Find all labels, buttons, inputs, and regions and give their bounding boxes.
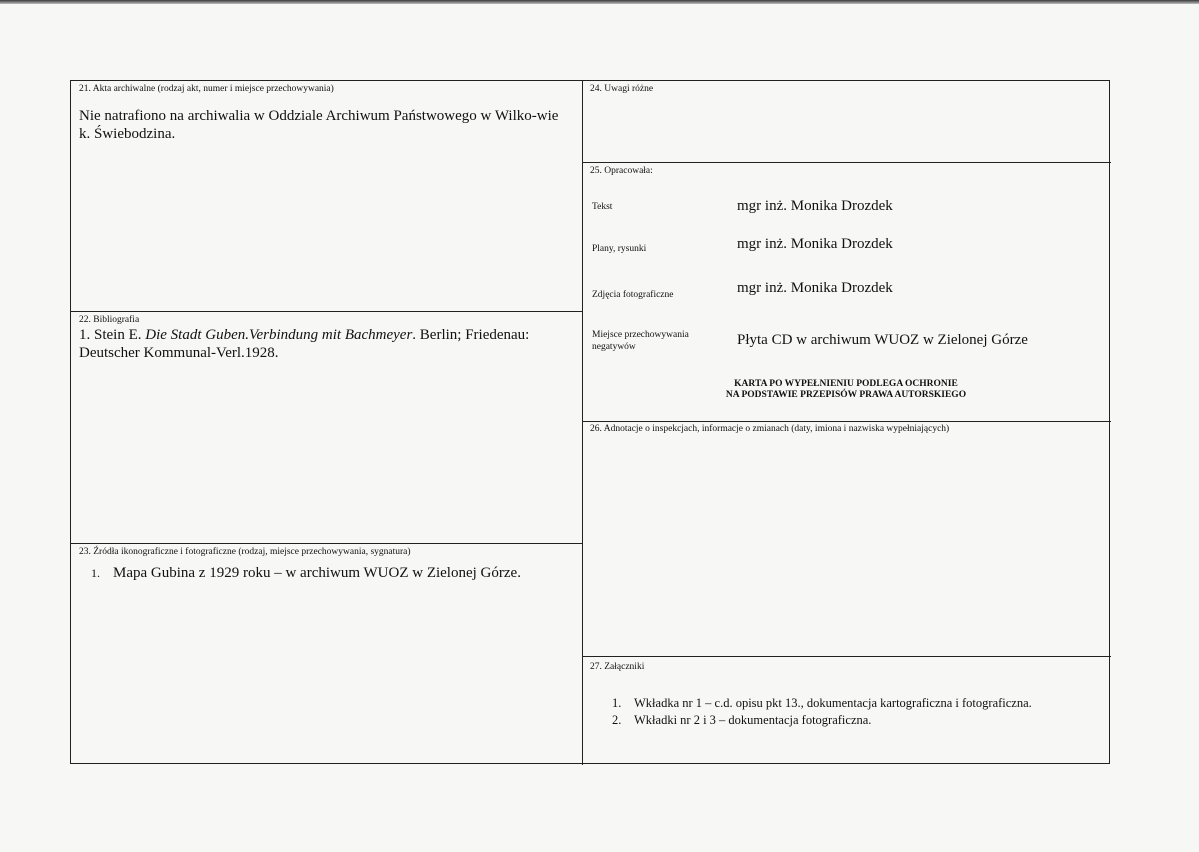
bibliography-item-number: 1. xyxy=(79,327,91,343)
section-24-label: 24. Uwagi różne xyxy=(590,84,654,94)
copyright-notice-line-1: KARTA PO WYPEŁNIENIU PODLEGA OCHRONIE xyxy=(734,379,958,389)
section-27-attachments xyxy=(590,661,1105,761)
field-negatives-key xyxy=(592,329,689,353)
list-item-text: Wkładka nr 1 – c.d. opisu pkt 13., dokumentacja kartograficzna i fotograficzna. xyxy=(634,696,1032,710)
bibliography-item-rest: . Berlin; Friedenau: Deutscher Kommunal-Verl.1928. xyxy=(79,327,530,361)
section-26-label: 26. Adnotacje o inspekcjach, informacje o zmianach (daty, imiona i nazwiska wypełniających) xyxy=(590,424,950,434)
field-photos-value: mgr inż. Monika Drozdek xyxy=(737,280,893,296)
attachments-list xyxy=(612,695,1032,729)
divider-22-23 xyxy=(71,543,582,544)
field-negatives-key-line-2: negatywów xyxy=(592,342,636,352)
copyright-notice xyxy=(582,379,1110,401)
divider-26-27 xyxy=(582,656,1111,657)
iconographic-sources-list xyxy=(79,564,574,582)
section-25-label: 25. Opracowała: xyxy=(590,166,653,176)
section-23-label: 23. Źródła ikonograficzne i fotograficzne (rodzaj, miejsce przechowywania, sygnatura) xyxy=(79,547,411,557)
bibliography-item xyxy=(79,326,569,362)
divider-25-26 xyxy=(582,421,1111,422)
field-negatives-value: Płyta CD w archiwum WUOZ w Zielonej Górze xyxy=(737,332,1028,348)
section-24-remarks xyxy=(590,83,1105,160)
section-21-text: Nie natrafiono na archiwalia w Oddziale Archiwum Państwowego w Wilko-wie k. Świebodzina. xyxy=(79,108,559,142)
section-22-label: 22. Bibliografia xyxy=(79,315,140,325)
record-card-sheet xyxy=(70,80,1110,764)
field-drawings-key: Plany, rysunki xyxy=(592,244,647,254)
field-negatives-key-line-1: Miejsce przechowywania xyxy=(592,330,689,340)
field-drawings-value: mgr inż. Monika Drozdek xyxy=(737,236,893,252)
field-photos-key: Zdjęcia fotograficzne xyxy=(592,290,674,300)
section-25-prepared-by xyxy=(582,163,1110,421)
section-22-bibliography xyxy=(79,314,574,540)
divider-21-22 xyxy=(71,311,582,312)
list-item-number: 1. xyxy=(91,566,100,580)
list-item xyxy=(612,712,1032,729)
field-text-value: mgr inż. Monika Drozdek xyxy=(737,198,893,214)
section-23-iconographic-sources xyxy=(79,546,574,761)
section-21-label: 21. Akta archiwalne (rodzaj akt, numer i miejsce przechowywania) xyxy=(79,84,334,94)
list-item-text: Mapa Gubina z 1929 roku – w archiwum WUOZ w Zielonej Górze. xyxy=(113,565,521,581)
list-item-number: 1. xyxy=(612,696,622,710)
copyright-notice-line-2: NA PODSTAWIE PRZEPISÓW PRAWA AUTORSKIEGO xyxy=(725,390,967,400)
list-item-number: 2. xyxy=(612,713,622,727)
section-27-label: 27. Załączniki xyxy=(590,662,645,672)
scan-edge xyxy=(0,0,1199,4)
bibliography-item-author: Stein E. xyxy=(94,327,142,343)
list-item xyxy=(91,564,574,582)
field-text-key: Tekst xyxy=(592,202,613,212)
bibliography-item-title: Die Stadt Guben.Verbindung mit Bachmeyer xyxy=(145,327,413,343)
section-21-archival-records xyxy=(79,83,574,309)
list-item-text: Wkładki nr 2 i 3 – dokumentacja fotograficzna. xyxy=(634,713,872,727)
list-item xyxy=(612,695,1032,712)
section-26-inspection-notes xyxy=(590,423,1105,653)
